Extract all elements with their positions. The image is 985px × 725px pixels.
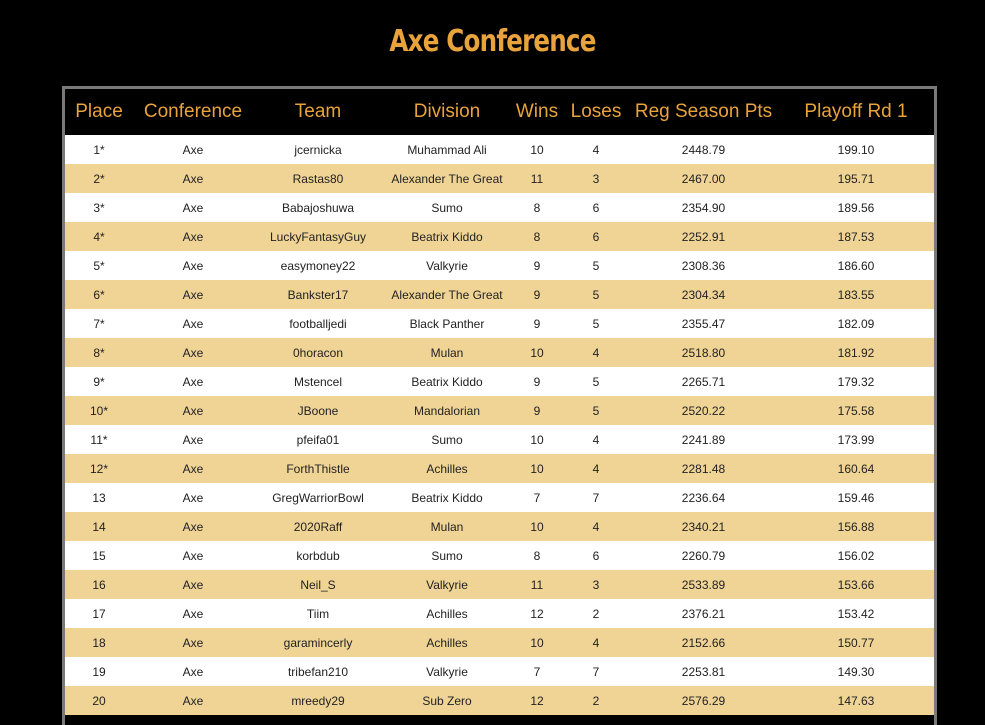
team-cell: tribefan210	[253, 657, 383, 686]
loses-cell: 5	[563, 280, 629, 309]
division-cell: Mandalorian	[383, 396, 511, 425]
team-cell: 2020Raff	[253, 512, 383, 541]
playoff-rd-1-cell: 156.88	[778, 512, 934, 541]
reg-season-pts-cell: 2265.71	[629, 367, 778, 396]
wins-cell: 10	[511, 512, 563, 541]
conference-cell: Axe	[133, 657, 253, 686]
wins-cell: 10	[511, 628, 563, 657]
team-cell: GregWarriorBowl	[253, 483, 383, 512]
playoff-rd-1-cell: 149.30	[778, 657, 934, 686]
reg-season-pts-cell: 2448.79	[629, 135, 778, 164]
place-cell: 5*	[65, 251, 133, 280]
conference-cell: Axe	[133, 135, 253, 164]
team-cell: garamincerly	[253, 628, 383, 657]
reg-season-pts-cell: 2253.81	[629, 657, 778, 686]
playoff-rd-1-cell: 186.60	[778, 251, 934, 280]
division-cell: Sumo	[383, 425, 511, 454]
wins-cell: 9	[511, 309, 563, 338]
wins-cell: 12	[511, 686, 563, 715]
team-cell: Mstencel	[253, 367, 383, 396]
table-row	[65, 396, 934, 425]
place-cell: 1*	[65, 135, 133, 164]
playoff-rd-1-cell: 195.71	[778, 164, 934, 193]
standings-table-frame	[62, 86, 937, 725]
table-body	[65, 135, 934, 715]
team-cell: easymoney22	[253, 251, 383, 280]
division-cell: Achilles	[383, 628, 511, 657]
reg-season-pts-cell: 2518.80	[629, 338, 778, 367]
table-row	[65, 135, 934, 164]
place-cell: 14	[65, 512, 133, 541]
conference-cell: Axe	[133, 309, 253, 338]
reg-season-pts-cell: 2576.29	[629, 686, 778, 715]
wins-cell: 10	[511, 454, 563, 483]
place-cell: 13	[65, 483, 133, 512]
loses-cell: 4	[563, 338, 629, 367]
reg-season-pts-cell: 2281.48	[629, 454, 778, 483]
division-cell: Muhammad Ali	[383, 135, 511, 164]
place-cell: 3*	[65, 193, 133, 222]
wins-cell: 9	[511, 396, 563, 425]
division-cell: Valkyrie	[383, 251, 511, 280]
reg-season-pts-cell: 2152.66	[629, 628, 778, 657]
table-row	[65, 338, 934, 367]
column-header-team[interactable]: Team	[253, 89, 383, 135]
loses-cell: 5	[563, 309, 629, 338]
loses-cell: 6	[563, 193, 629, 222]
playoff-rd-1-cell: 189.56	[778, 193, 934, 222]
division-cell: Sub Zero	[383, 686, 511, 715]
loses-cell: 4	[563, 425, 629, 454]
division-cell: Sumo	[383, 193, 511, 222]
loses-cell: 5	[563, 251, 629, 280]
team-cell: JBoone	[253, 396, 383, 425]
column-header-division[interactable]: Division	[383, 89, 511, 135]
team-cell: mreedy29	[253, 686, 383, 715]
team-cell: korbdub	[253, 541, 383, 570]
conference-cell: Axe	[133, 425, 253, 454]
division-cell: Mulan	[383, 512, 511, 541]
place-cell: 15	[65, 541, 133, 570]
division-cell: Valkyrie	[383, 570, 511, 599]
reg-season-pts-cell: 2533.89	[629, 570, 778, 599]
column-header-place[interactable]: Place	[65, 89, 133, 135]
loses-cell: 4	[563, 135, 629, 164]
table-row	[65, 512, 934, 541]
loses-cell: 4	[563, 628, 629, 657]
column-header-loses[interactable]: Loses	[563, 89, 629, 135]
team-cell: Bankster17	[253, 280, 383, 309]
playoff-rd-1-cell: 179.32	[778, 367, 934, 396]
division-cell: Mulan	[383, 338, 511, 367]
place-cell: 7*	[65, 309, 133, 338]
place-cell: 11*	[65, 425, 133, 454]
table-row	[65, 541, 934, 570]
table-row	[65, 425, 934, 454]
conference-cell: Axe	[133, 628, 253, 657]
table-row	[65, 628, 934, 657]
reg-season-pts-cell: 2340.21	[629, 512, 778, 541]
conference-cell: Axe	[133, 483, 253, 512]
playoff-rd-1-cell: 199.10	[778, 135, 934, 164]
team-cell: ForthThistle	[253, 454, 383, 483]
reg-season-pts-cell: 2520.22	[629, 396, 778, 425]
table-row	[65, 570, 934, 599]
place-cell: 10*	[65, 396, 133, 425]
wins-cell: 8	[511, 222, 563, 251]
place-cell: 17	[65, 599, 133, 628]
table-row	[65, 657, 934, 686]
table-row	[65, 251, 934, 280]
table-header-row	[65, 89, 934, 135]
loses-cell: 6	[563, 222, 629, 251]
wins-cell: 9	[511, 251, 563, 280]
playoff-rd-1-cell: 150.77	[778, 628, 934, 657]
table-row	[65, 164, 934, 193]
conference-cell: Axe	[133, 512, 253, 541]
wins-cell: 9	[511, 367, 563, 396]
wins-cell: 10	[511, 135, 563, 164]
wins-cell: 10	[511, 338, 563, 367]
conference-cell: Axe	[133, 251, 253, 280]
column-header-conference[interactable]: Conference	[133, 89, 253, 135]
place-cell: 4*	[65, 222, 133, 251]
loses-cell: 3	[563, 164, 629, 193]
reg-season-pts-cell: 2354.90	[629, 193, 778, 222]
playoff-rd-1-cell: 183.55	[778, 280, 934, 309]
loses-cell: 7	[563, 483, 629, 512]
loses-cell: 3	[563, 570, 629, 599]
reg-season-pts-cell: 2304.34	[629, 280, 778, 309]
playoff-rd-1-cell: 160.64	[778, 454, 934, 483]
wins-cell: 10	[511, 425, 563, 454]
playoff-rd-1-cell: 173.99	[778, 425, 934, 454]
playoff-rd-1-cell: 181.92	[778, 338, 934, 367]
place-cell: 18	[65, 628, 133, 657]
reg-season-pts-cell: 2376.21	[629, 599, 778, 628]
loses-cell: 7	[563, 657, 629, 686]
loses-cell: 5	[563, 367, 629, 396]
playoff-rd-1-cell: 187.53	[778, 222, 934, 251]
conference-cell: Axe	[133, 454, 253, 483]
place-cell: 20	[65, 686, 133, 715]
table-row	[65, 599, 934, 628]
playoff-rd-1-cell: 182.09	[778, 309, 934, 338]
team-cell: 0horacon	[253, 338, 383, 367]
wins-cell: 9	[511, 280, 563, 309]
wins-cell: 8	[511, 541, 563, 570]
division-cell: Achilles	[383, 454, 511, 483]
division-cell: Alexander The Great	[383, 164, 511, 193]
playoff-rd-1-cell: 153.42	[778, 599, 934, 628]
loses-cell: 4	[563, 454, 629, 483]
table-row	[65, 280, 934, 309]
team-cell: LuckyFantasyGuy	[253, 222, 383, 251]
playoff-rd-1-cell: 175.58	[778, 396, 934, 425]
team-cell: Babajoshuwa	[253, 193, 383, 222]
division-cell: Beatrix Kiddo	[383, 222, 511, 251]
column-header-reg-season-pts[interactable]: Reg Season Pts	[629, 89, 778, 135]
conference-cell: Axe	[133, 396, 253, 425]
table-row	[65, 483, 934, 512]
reg-season-pts-cell: 2252.91	[629, 222, 778, 251]
loses-cell: 4	[563, 512, 629, 541]
team-cell: jcernicka	[253, 135, 383, 164]
conference-cell: Axe	[133, 280, 253, 309]
table-row	[65, 686, 934, 715]
playoff-rd-1-cell: 156.02	[778, 541, 934, 570]
table-row	[65, 309, 934, 338]
loses-cell: 6	[563, 541, 629, 570]
reg-season-pts-cell: 2308.36	[629, 251, 778, 280]
loses-cell: 5	[563, 396, 629, 425]
place-cell: 16	[65, 570, 133, 599]
loses-cell: 2	[563, 599, 629, 628]
wins-cell: 7	[511, 657, 563, 686]
division-cell: Beatrix Kiddo	[383, 367, 511, 396]
place-cell: 8*	[65, 338, 133, 367]
loses-cell: 2	[563, 686, 629, 715]
playoff-rd-1-cell: 147.63	[778, 686, 934, 715]
conference-cell: Axe	[133, 222, 253, 251]
conference-cell: Axe	[133, 367, 253, 396]
conference-cell: Axe	[133, 686, 253, 715]
table-row	[65, 222, 934, 251]
team-cell: footballjedi	[253, 309, 383, 338]
division-cell: Valkyrie	[383, 657, 511, 686]
team-cell: Tiim	[253, 599, 383, 628]
conference-cell: Axe	[133, 541, 253, 570]
table-row	[65, 193, 934, 222]
reg-season-pts-cell: 2241.89	[629, 425, 778, 454]
page-title: Axe Conference	[389, 24, 596, 59]
division-cell: Achilles	[383, 599, 511, 628]
place-cell: 6*	[65, 280, 133, 309]
division-cell: Beatrix Kiddo	[383, 483, 511, 512]
reg-season-pts-cell: 2355.47	[629, 309, 778, 338]
column-header-playoff-rd-1[interactable]: Playoff Rd 1	[778, 89, 934, 135]
column-header-wins[interactable]: Wins	[511, 89, 563, 135]
wins-cell: 7	[511, 483, 563, 512]
division-cell: Black Panther	[383, 309, 511, 338]
wins-cell: 12	[511, 599, 563, 628]
playoff-rd-1-cell: 153.66	[778, 570, 934, 599]
conference-cell: Axe	[133, 599, 253, 628]
place-cell: 2*	[65, 164, 133, 193]
reg-season-pts-cell: 2260.79	[629, 541, 778, 570]
standings-table	[65, 89, 934, 715]
playoff-rd-1-cell: 159.46	[778, 483, 934, 512]
wins-cell: 8	[511, 193, 563, 222]
team-cell: Neil_S	[253, 570, 383, 599]
table-row	[65, 454, 934, 483]
table-row	[65, 367, 934, 396]
wins-cell: 11	[511, 570, 563, 599]
place-cell: 9*	[65, 367, 133, 396]
conference-cell: Axe	[133, 570, 253, 599]
team-cell: pfeifa01	[253, 425, 383, 454]
place-cell: 12*	[65, 454, 133, 483]
team-cell: Rastas80	[253, 164, 383, 193]
place-cell: 19	[65, 657, 133, 686]
division-cell: Sumo	[383, 541, 511, 570]
conference-cell: Axe	[133, 338, 253, 367]
division-cell: Alexander The Great	[383, 280, 511, 309]
wins-cell: 11	[511, 164, 563, 193]
reg-season-pts-cell: 2467.00	[629, 164, 778, 193]
conference-cell: Axe	[133, 164, 253, 193]
reg-season-pts-cell: 2236.64	[629, 483, 778, 512]
conference-cell: Axe	[133, 193, 253, 222]
